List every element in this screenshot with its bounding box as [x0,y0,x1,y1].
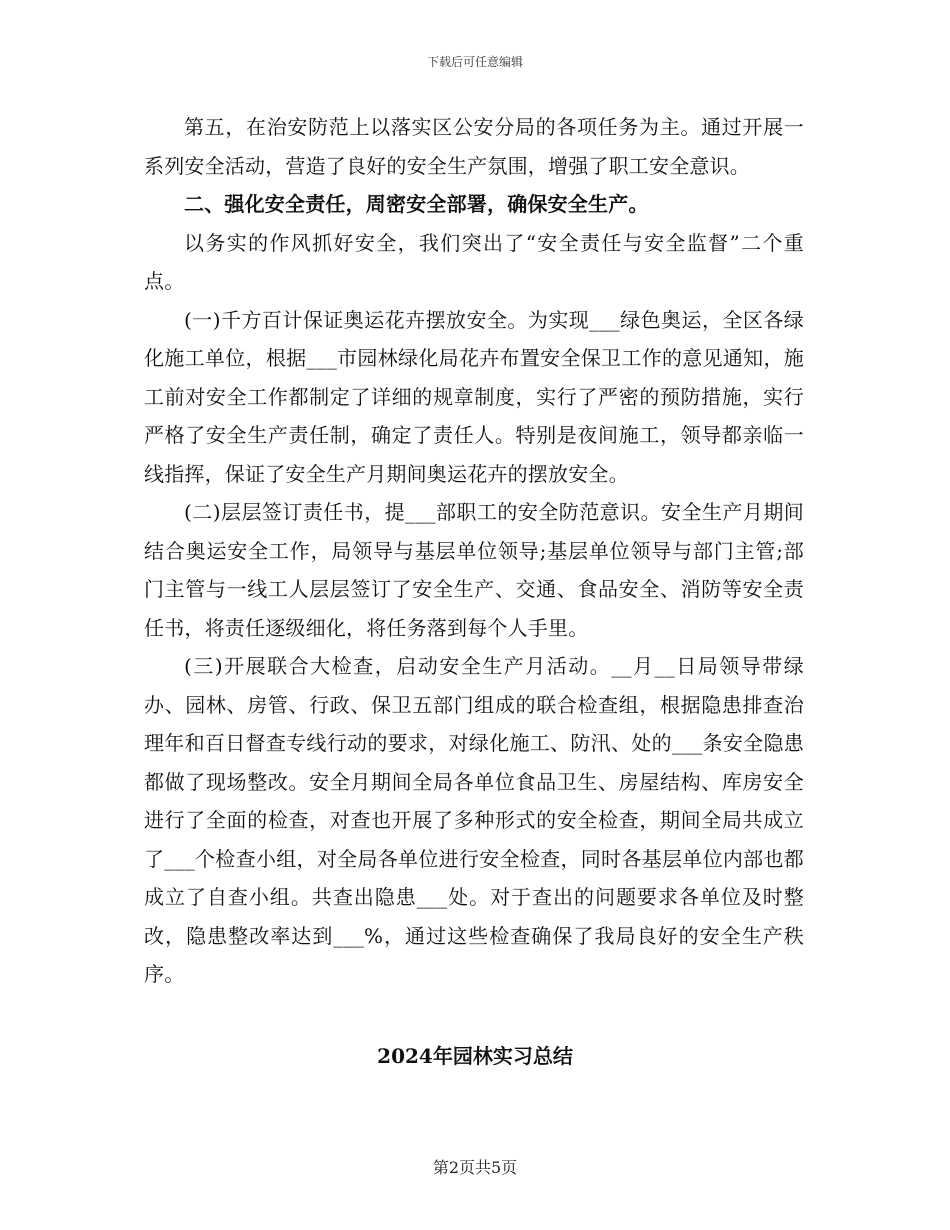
section-heading-safety-responsibility: 二、强化安全责任，周密安全部署，确保安全生产。 [184,192,649,216]
paragraph-responsibility-letters: (二)层层签订责任书，提___部职工的安全防范意识。安全生产月期间结合奥运安全工作，局领导与基层单位领导;基层单位领导与部门主管;部门主管与一线工人层层签订了安全生产、交通、食品安全、消防等安全责任书，将责任逐级细化，将任务落到每个人手里。 [144,500,804,640]
header-note: 下载后可任意编辑 [426,55,523,69]
paragraph-public-security: 第五，在治安防范上以落实区公安分局的各项任务为主。通过开展一系列安全活动，营造了良好的安全生产氛围，增强了职工安全意识。 [144,115,804,178]
document-title: 2024年园林实习总结 [377,1044,573,1068]
page-number: 第2页共5页 [432,1158,518,1177]
paragraph-key-points: 以务实的作风抓好安全，我们突出了“安全责任与安全监督”二个重点。 [144,230,804,293]
paragraph-joint-inspection: (三)开展联合大检查，启动安全生产月活动。__月__日局领导带绿办、园林、房管、行政、保卫五部门组成的联合检查组，根据隐患排查治理年和百日督查专线行动的要求，对绿化施工、防汛、处的___条安全隐患都做了现场整改。安全月期间全局各单位食品卫生、房屋结构、库房安全进行了全面的检查，对查也开展了多种形式的安全检查，期间全局共成立了___个检查小组，对全局各单位进行安全检查，同时各基层单位内部也都成立了自查小组。共查出隐患___处。对于查出的问题要求各单位及时整改，隐患整改率达到___%，通过这些检查确保了我局良好的安全生产秩序。 [144,654,804,986]
document-body [144,108,804,994]
paragraph-olympic-flowers: (一)千方百计保证奥运花卉摆放安全。为实现___绿色奥运，全区各绿化施工单位，根据___市园林绿化局花卉布置安全保卫工作的意见通知，施工前对安全工作都制定了详细的规章制度，实行了严密的预防措施，实行严格了安全生产责任制，确定了责任人。特别是夜间施工，领导都亲临一线指挥，保证了安全生产月期间奥运花卉的摆放安全。 [144,307,804,486]
